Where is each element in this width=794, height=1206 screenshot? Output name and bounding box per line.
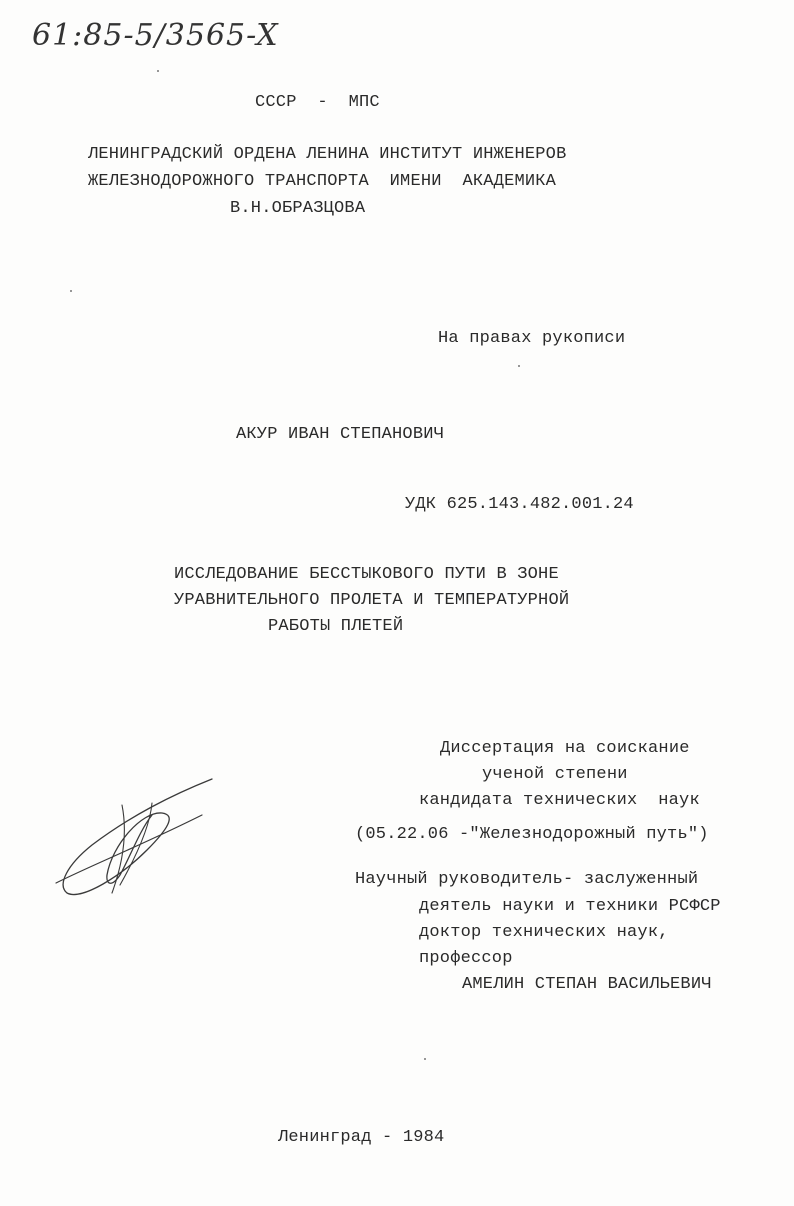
paper-speck (70, 290, 72, 292)
title-line-3: РАБОТЫ ПЛЕТЕЙ (268, 617, 404, 636)
supervisor-line-1: Научный руководитель- заслуженный (355, 870, 699, 889)
archive-handwritten-mark: 61:85-5/3565-X (32, 18, 279, 53)
ussr-ministry-line: СССР - МПС (255, 93, 380, 112)
handwritten-signature (52, 775, 222, 905)
supervisor-line-3: доктор технических наук, (419, 923, 669, 942)
dissertation-line-2: ученой степени (482, 765, 628, 784)
manuscript-rights: На правах рукописи (438, 329, 626, 348)
supervisor-line-2: деятель науки и техники РСФСР (419, 897, 721, 916)
udc-code: УДК 625.143.482.001.24 (405, 495, 634, 514)
title-line-1: ИССЛЕДОВАНИЕ БЕССТЫКОВОГО ПУТИ В ЗОНЕ (174, 565, 559, 584)
specialty-code: (05.22.06 -"Железнодорожный путь") (355, 825, 709, 844)
paper-speck (424, 1058, 426, 1060)
supervisor-line-4: профессор (419, 949, 513, 968)
author-name: АКУР ИВАН СТЕПАНОВИЧ (236, 425, 445, 444)
institute-line-3: В.Н.ОБРАЗЦОВА (230, 199, 366, 218)
title-line-2: УРАВНИТЕЛЬНОГО ПРОЛЕТА И ТЕМПЕРАТУРНОЙ (174, 591, 570, 610)
dissertation-line-3: кандидата технических наук (419, 791, 700, 810)
city-year: Ленинград - 1984 (278, 1128, 445, 1147)
dissertation-line-1: Диссертация на соискание (440, 739, 690, 758)
institute-line-2: ЖЕЛЕЗНОДОРОЖНОГО ТРАНСПОРТА ИМЕНИ АКАДЕМИКА (88, 172, 557, 191)
paper-speck (518, 365, 520, 367)
institute-line-1: ЛЕНИНГРАДСКИЙ ОРДЕНА ЛЕНИНА ИНСТИТУТ ИНЖЕНЕРОВ (88, 145, 567, 164)
paper-speck (157, 70, 159, 72)
supervisor-name: АМЕЛИН СТЕПАН ВАСИЛЬЕВИЧ (462, 975, 712, 994)
